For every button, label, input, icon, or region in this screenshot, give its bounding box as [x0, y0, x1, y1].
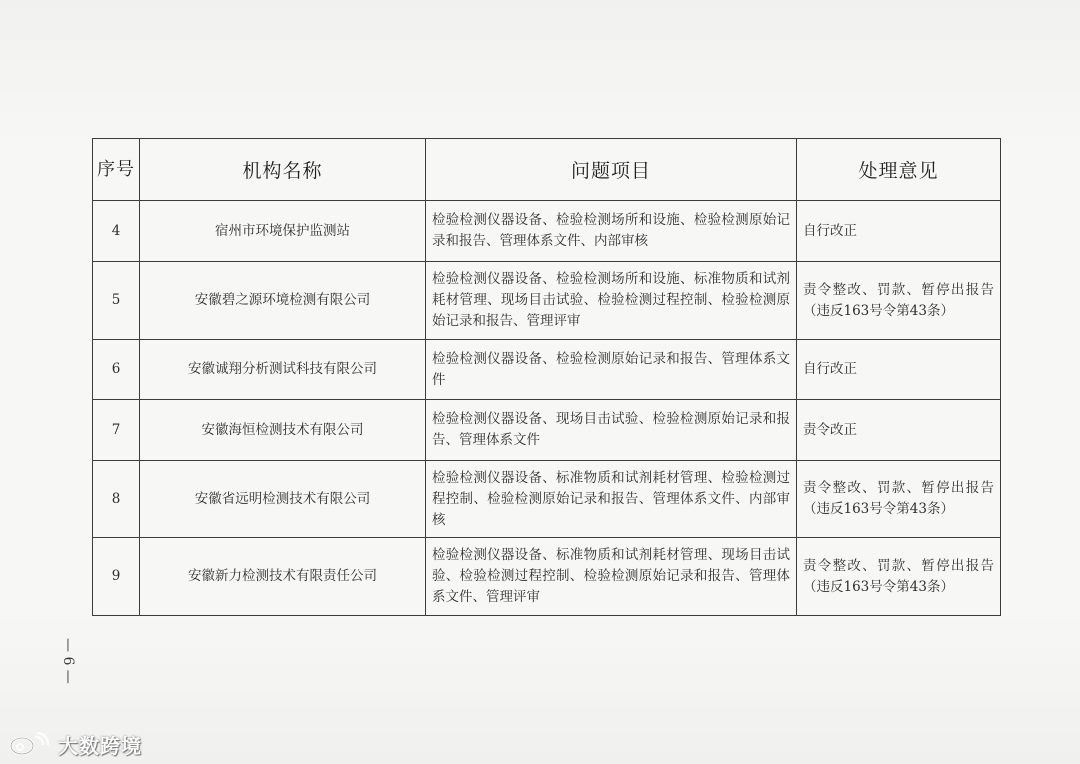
watermark-text: 大数跨境: [58, 733, 142, 758]
header-org: 机构名称: [140, 139, 426, 201]
row-problem: 检验检测仪器设备、现场目击试验、检验检测原始记录和报告、管理体系文件: [426, 400, 797, 461]
row-problem: 检验检测仪器设备、标准物质和试剂耗材管理、现场目击试验、检验检测过程控制、检验检测原始记录和报告、管理体系文件、管理评审: [426, 538, 797, 616]
row-seq: 4: [93, 201, 140, 262]
row-seq: 5: [93, 262, 140, 340]
row-action: 责令整改、罚款、暂停出报告（违反163号令第43条）: [797, 461, 1001, 538]
row-org: 安徽海恒检测技术有限公司: [140, 400, 426, 461]
row-org: 安徽诚翔分析测试科技有限公司: [140, 340, 426, 400]
watermark: [8, 730, 142, 758]
row-org: 宿州市环境保护监测站: [140, 201, 426, 262]
row-org: 安徽新力检测技术有限责任公司: [140, 538, 426, 616]
row-action: 责令改正: [797, 400, 1001, 461]
inspection-results-table: [92, 138, 1001, 616]
row-seq: 7: [93, 400, 140, 461]
table-row: [93, 201, 1001, 262]
row-action: 自行改正: [797, 201, 1001, 262]
row-seq: 6: [93, 340, 140, 400]
row-action: 自行改正: [797, 340, 1001, 400]
row-action: 责令整改、罚款、暂停出报告（违反163号令第43条）: [797, 262, 1001, 340]
table-row: [93, 538, 1001, 616]
row-org: 安徽省远明检测技术有限公司: [140, 461, 426, 538]
table-row: [93, 461, 1001, 538]
row-problem: 检验检测仪器设备、检验检测原始记录和报告、管理体系文件: [426, 340, 797, 400]
table-row: [93, 400, 1001, 461]
row-problem: 检验检测仪器设备、检验检测场所和设施、标准物质和试剂耗材管理、现场目击试验、检验检测过程控制、检验检测原始记录和报告、管理评审: [426, 262, 797, 340]
page-number: — 6 —: [60, 638, 76, 684]
row-seq: 9: [93, 538, 140, 616]
table-row: [93, 262, 1001, 340]
table-row: [93, 340, 1001, 400]
row-org: 安徽碧之源环境检测有限公司: [140, 262, 426, 340]
row-problem: 检验检测仪器设备、检验检测场所和设施、检验检测原始记录和报告、管理体系文件、内部审核: [426, 201, 797, 262]
table-header-row: [93, 139, 1001, 201]
row-action: 责令整改、罚款、暂停出报告（违反163号令第43条）: [797, 538, 1001, 616]
row-seq: 8: [93, 461, 140, 538]
header-seq: 序号: [93, 139, 140, 201]
weibo-logo-icon: [8, 732, 52, 756]
row-problem: 检验检测仪器设备、标准物质和试剂耗材管理、检验检测过程控制、检验检测原始记录和报告、管理体系文件、内部审核: [426, 461, 797, 538]
header-problem: 问题项目: [426, 139, 797, 201]
header-action: 处理意见: [797, 139, 1001, 201]
